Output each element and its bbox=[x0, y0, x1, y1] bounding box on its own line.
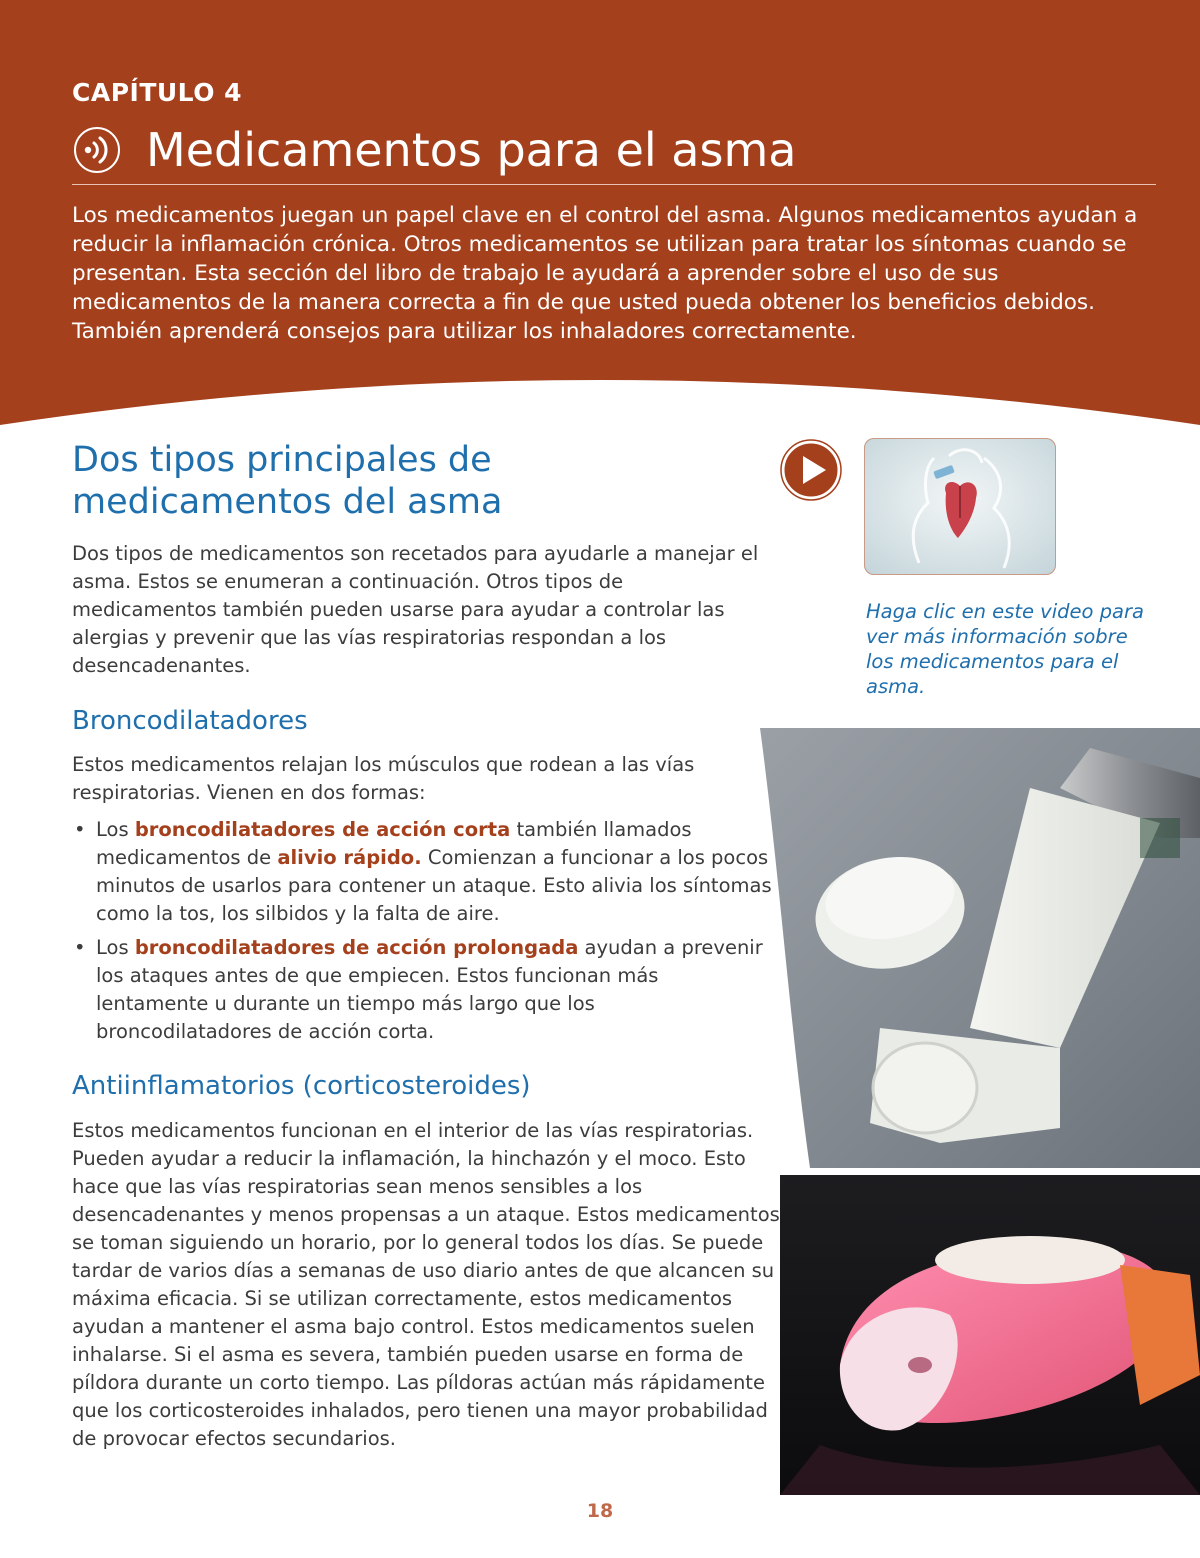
antiinflamatorios-heading: Antiinflamatorios (corticosteroides) bbox=[72, 1071, 531, 1101]
inhaler-photo-pink bbox=[780, 1175, 1200, 1495]
list-item bbox=[72, 816, 772, 928]
antiinflamatorios-body: Estos medicamentos funcionan en el interior de las vías respiratorias. Pueden ayudar a reducir la inflamación, la hinchazón y el moco. Esto hace que las vías respiratorias sean menos sensibles a los desencadenantes y menos propensas a un ataque. Estos medicamentos se toman siguiendo un horario, por lo general todos los días. Se puede tardar de varios días a semanas de uso diario antes de que alcancen su máxima eficacia. Si se utilizan correctamente, estos medicamentos ayudan a mantener el asma bajo control. Estos medicamentos suelen inhalarse. Si el asma es severa, también pueden usarse en forma de píldora durante un corto tiempo. Las píldoras actúan más rápidamente que los corticosteroides inhalados, pero tienen una mayor probabilidad de provocar efectos secundarios. bbox=[72, 1119, 780, 1450]
bullet-text: Los bbox=[96, 818, 135, 841]
bullet-text: también llamados medicamentos de bbox=[96, 818, 692, 869]
broncodilatadores-heading: Broncodilatadores bbox=[72, 706, 308, 736]
video-thumbnail[interactable] bbox=[864, 438, 1056, 575]
video-caption[interactable]: Haga clic en este video para ver más información sobre los medicamentos para el asma. bbox=[866, 600, 1144, 698]
page-title: Medicamentos para el asma bbox=[146, 123, 797, 177]
bullet-text: Comienzan a funcionar a los pocos minutos de usarlos para contener un ataque. Esto alivia los síntomas como la tos, los silbidos y la falta de aire. bbox=[96, 846, 772, 925]
highlight-term: broncodilatadores de acción corta bbox=[134, 818, 511, 841]
broncodilatadores-list bbox=[72, 816, 772, 1052]
bullet-marker: • bbox=[74, 818, 86, 841]
chapter-intro: Los medicamentos juegan un papel clave en el control del asma. Algunos medicamentos ayudan a reducir la inflamación crónica. Otros medicamentos se utilizan para tratar los síntomas cuando se presentan. Esta sección del libro de trabajo le ayudará a aprender sobre el uso de sus medicamentos de la manera correcta a fin de que usted pueda obtener los beneficios debidos. También aprenderá consejos para utilizar los inhaladores correctamente. bbox=[72, 203, 1138, 344]
chapter-label: CAPÍTULO 4 bbox=[72, 78, 243, 107]
title-row bbox=[72, 120, 796, 180]
list-item bbox=[72, 934, 772, 1046]
highlight-term: alivio rápido. bbox=[277, 846, 422, 869]
bullet-text: Los bbox=[96, 936, 135, 959]
title-divider bbox=[72, 184, 1156, 185]
page-number: 18 bbox=[586, 1500, 614, 1522]
play-icon[interactable] bbox=[780, 439, 842, 501]
bullet-text: ayudan a prevenir los ataques antes de que empiecen. Estos funcionan más lentamente u durante un tiempo más largo que los broncodilatadores de acción corta. bbox=[96, 936, 763, 1043]
section-heading: Dos tipos principales de medicamentos del asma bbox=[72, 440, 503, 522]
bullet-marker: • bbox=[74, 936, 86, 959]
audio-icon[interactable] bbox=[72, 125, 122, 175]
highlight-term: broncodilatadores de acción prolongada bbox=[134, 936, 579, 959]
broncodilatadores-body: Estos medicamentos relajan los músculos que rodean a las vías respiratorias. Vienen en dos formas: bbox=[72, 753, 695, 804]
section-intro: Dos tipos de medicamentos son recetados para ayudarle a manejar el asma. Estos se enumeran a continuación. Otros tipos de medicamentos también pueden usarse para ayudar a controlar las alergias y prevenir que las vías respiratorias respondan a los desencadenantes. bbox=[72, 542, 759, 677]
inhaler-photo bbox=[760, 728, 1200, 1168]
